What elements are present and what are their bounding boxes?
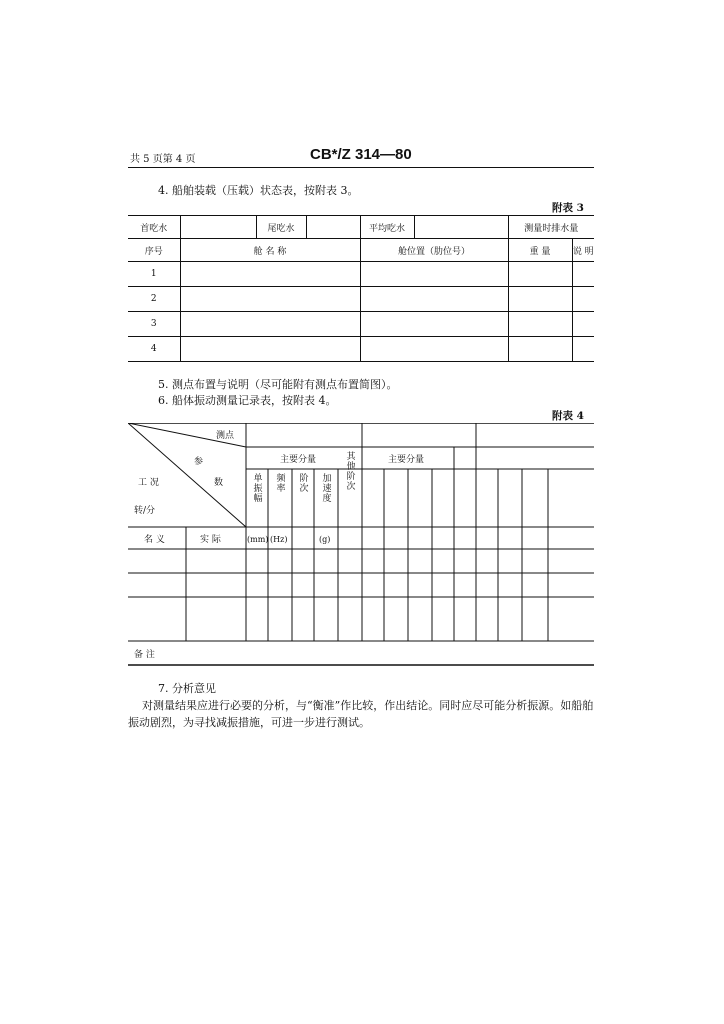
table3-label: 附表 3 (552, 202, 584, 214)
rpm-label: 转/分 (134, 506, 156, 516)
section7-line1: 对测量结果应进行必要的分析，与“衡准”作比较，作出结论。同时应尽可能分析振源。如船舶 (142, 699, 594, 712)
row-number: 2 (128, 287, 180, 312)
standard-code: CB*/Z 314—80 (310, 146, 412, 163)
bow-draft-label: 首吃水 (128, 216, 180, 239)
unit-amplitude: (mm) (247, 535, 269, 544)
sub-amplitude: 单振幅 (251, 473, 262, 503)
col-tank-name: 舱 名 称 (180, 239, 360, 262)
header-rule (128, 167, 594, 168)
sub-acceleration: 加速度 (320, 473, 331, 503)
section6-text: 6. 船体振动测量记录表，按附表 4。 (158, 394, 337, 407)
bow-draft-value (180, 216, 256, 239)
group2-title: 主要分量 (388, 455, 425, 465)
col-tank-position: 舱位置（肋位号） (360, 239, 508, 262)
section5-text: 5. 测点布置与说明（尽可能附有测点布置简图）。 (158, 378, 398, 391)
sub-other-orders: 其他阶次 (344, 451, 355, 491)
stern-draft-label: 尾吃水 (256, 216, 306, 239)
stern-draft-value (306, 216, 360, 239)
section7-line2: 振动剧烈，为寻找减振措施，可进一步进行测试。 (128, 716, 370, 729)
group1-title: 主要分量 (280, 455, 317, 465)
col-weight: 重 量 (508, 239, 572, 262)
section4-text: 4. 船舶装载（压载）状态表，按附表 3。 (158, 184, 359, 197)
unit-acceleration: (g) (319, 535, 331, 544)
param-label: 参 (194, 457, 204, 467)
row-number: 4 (128, 337, 180, 362)
nominal-label: 名 义 (144, 535, 165, 545)
measure-point-label: 测点 (216, 431, 235, 441)
condition-label: 工 况 (138, 478, 159, 488)
count-label: 数 (214, 478, 224, 488)
page-info: 共 5 页第 4 页 (130, 154, 196, 165)
remark-label: 备 注 (134, 650, 155, 660)
mean-draft-value (414, 216, 508, 239)
actual-label: 实 际 (200, 535, 221, 545)
unit-frequency: (Hz) (270, 535, 288, 544)
table3 (128, 215, 594, 362)
row-number: 1 (128, 262, 180, 287)
table4-label: 附表 4 (552, 410, 584, 422)
sub-order: 阶次 (297, 473, 308, 493)
mean-draft-label: 平均吃水 (360, 216, 414, 239)
col-remark: 说 明 (572, 239, 594, 262)
sub-frequency: 频率 (274, 473, 285, 493)
displacement-label: 测量时排水量 (508, 216, 594, 239)
table4 (128, 423, 595, 667)
section7-title: 7. 分析意见 (158, 682, 216, 695)
col-no: 序号 (128, 239, 180, 262)
row-number: 3 (128, 312, 180, 337)
